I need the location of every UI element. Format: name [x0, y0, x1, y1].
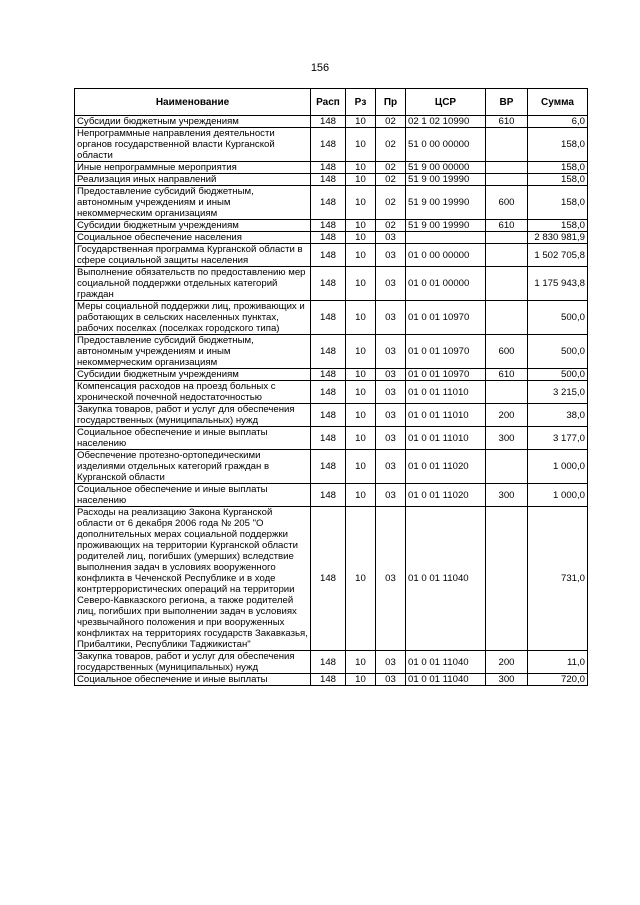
cell-pr: 03 [376, 244, 406, 267]
table-row [75, 232, 588, 244]
column-header-pr: Пр [376, 89, 406, 116]
cell-rasp: 148 [311, 186, 346, 220]
cell-name: Иные непрограммные мероприятия [75, 162, 311, 174]
cell-pr: 03 [376, 427, 406, 450]
cell-rasp: 148 [311, 267, 346, 301]
cell-name: Социальное обеспечение населения [75, 232, 311, 244]
cell-csr: 01 0 00 00000 [406, 244, 486, 267]
cell-rz: 10 [346, 220, 376, 232]
cell-rasp: 148 [311, 381, 346, 404]
table-row [75, 484, 588, 507]
column-header-csr: ЦСР [406, 89, 486, 116]
table-row [75, 128, 588, 162]
cell-sum: 158,0 [528, 220, 588, 232]
table-row [75, 507, 588, 651]
cell-rz: 10 [346, 174, 376, 186]
cell-vr: 610 [486, 369, 528, 381]
cell-pr: 03 [376, 651, 406, 674]
cell-rz: 10 [346, 244, 376, 267]
table-header-row [75, 89, 588, 116]
cell-vr [486, 267, 528, 301]
cell-rz: 10 [346, 162, 376, 174]
cell-csr: 51 9 00 19990 [406, 174, 486, 186]
cell-vr: 300 [486, 484, 528, 507]
cell-vr [486, 162, 528, 174]
cell-name: Закупка товаров, работ и услуг для обеспечения государственных (муниципальных) нужд [75, 651, 311, 674]
cell-name: Непрограммные направления деятельности органов государственной власти Курганской области [75, 128, 311, 162]
cell-csr: 01 0 01 11010 [406, 427, 486, 450]
cell-vr [486, 450, 528, 484]
cell-sum: 1 000,0 [528, 450, 588, 484]
column-header-vr: ВР [486, 89, 528, 116]
cell-name: Субсидии бюджетным учреждениям [75, 116, 311, 128]
cell-name: Выполнение обязательств по предоставлению мер социальной поддержки отдельных категорий граждан [75, 267, 311, 301]
cell-pr: 02 [376, 186, 406, 220]
table-row [75, 450, 588, 484]
cell-name: Реализация иных направлений [75, 174, 311, 186]
cell-csr: 51 0 00 00000 [406, 128, 486, 162]
cell-vr: 300 [486, 427, 528, 450]
cell-vr [486, 232, 528, 244]
cell-csr: 01 0 01 11040 [406, 651, 486, 674]
cell-pr: 03 [376, 301, 406, 335]
cell-rasp: 148 [311, 427, 346, 450]
cell-rz: 10 [346, 381, 376, 404]
cell-rasp: 148 [311, 450, 346, 484]
cell-csr: 01 0 01 11020 [406, 450, 486, 484]
table-row [75, 427, 588, 450]
cell-vr: 300 [486, 674, 528, 686]
cell-sum: 3 177,0 [528, 427, 588, 450]
budget-table [74, 88, 588, 686]
column-header-rz: Рз [346, 89, 376, 116]
cell-pr: 02 [376, 128, 406, 162]
cell-pr: 02 [376, 220, 406, 232]
cell-vr [486, 381, 528, 404]
cell-rasp: 148 [311, 507, 346, 651]
cell-rz: 10 [346, 369, 376, 381]
cell-pr: 03 [376, 369, 406, 381]
cell-name: Государственная программа Курганской области в сфере социальной защиты населения [75, 244, 311, 267]
cell-pr: 03 [376, 450, 406, 484]
cell-rz: 10 [346, 186, 376, 220]
cell-sum: 1 175 943,8 [528, 267, 588, 301]
cell-rz: 10 [346, 427, 376, 450]
cell-pr: 02 [376, 116, 406, 128]
cell-csr [406, 232, 486, 244]
table-row [75, 162, 588, 174]
cell-csr: 01 0 01 11040 [406, 674, 486, 686]
cell-name: Меры социальной поддержки лиц, проживающих и работающих в сельских населенных пунктах, рабочих поселках (поселках городского типа) [75, 301, 311, 335]
cell-csr: 01 0 01 10970 [406, 369, 486, 381]
cell-rasp: 148 [311, 369, 346, 381]
cell-rasp: 148 [311, 404, 346, 427]
cell-pr: 03 [376, 484, 406, 507]
cell-sum: 6,0 [528, 116, 588, 128]
cell-csr: 01 0 01 11040 [406, 507, 486, 651]
table-row [75, 674, 588, 686]
table-row [75, 186, 588, 220]
table-row [75, 369, 588, 381]
cell-name: Субсидии бюджетным учреждениям [75, 369, 311, 381]
cell-pr: 03 [376, 507, 406, 651]
cell-rasp: 148 [311, 162, 346, 174]
cell-rz: 10 [346, 267, 376, 301]
table-row [75, 335, 588, 369]
cell-name: Субсидии бюджетным учреждениям [75, 220, 311, 232]
table-row [75, 301, 588, 335]
cell-rasp: 148 [311, 128, 346, 162]
cell-pr: 02 [376, 174, 406, 186]
cell-sum: 158,0 [528, 128, 588, 162]
cell-name: Социальное обеспечение и иные выплаты населению [75, 427, 311, 450]
table-row [75, 267, 588, 301]
cell-sum: 500,0 [528, 369, 588, 381]
cell-rz: 10 [346, 404, 376, 427]
cell-vr: 610 [486, 116, 528, 128]
cell-pr: 03 [376, 232, 406, 244]
cell-rz: 10 [346, 507, 376, 651]
cell-name: Социальное обеспечение и иные выплаты населению [75, 484, 311, 507]
cell-sum: 3 215,0 [528, 381, 588, 404]
table-row [75, 404, 588, 427]
cell-rasp: 148 [311, 116, 346, 128]
cell-vr [486, 244, 528, 267]
cell-sum: 158,0 [528, 162, 588, 174]
cell-csr: 02 1 02 10990 [406, 116, 486, 128]
cell-sum: 1 000,0 [528, 484, 588, 507]
table-row [75, 381, 588, 404]
table-row [75, 116, 588, 128]
cell-rasp: 148 [311, 220, 346, 232]
cell-csr: 01 0 01 11020 [406, 484, 486, 507]
cell-pr: 03 [376, 674, 406, 686]
column-header-name: Наименование [75, 89, 311, 116]
cell-sum: 11,0 [528, 651, 588, 674]
cell-vr: 600 [486, 186, 528, 220]
cell-sum: 38,0 [528, 404, 588, 427]
cell-rasp: 148 [311, 674, 346, 686]
cell-rasp: 148 [311, 484, 346, 507]
cell-sum: 720,0 [528, 674, 588, 686]
cell-csr: 01 0 01 00000 [406, 267, 486, 301]
cell-csr: 01 0 01 11010 [406, 404, 486, 427]
cell-csr: 01 0 01 11010 [406, 381, 486, 404]
cell-sum: 500,0 [528, 301, 588, 335]
cell-csr: 51 9 00 00000 [406, 162, 486, 174]
cell-csr: 01 0 01 10970 [406, 335, 486, 369]
cell-pr: 03 [376, 335, 406, 369]
cell-csr: 51 9 00 19990 [406, 186, 486, 220]
cell-name: Закупка товаров, работ и услуг для обеспечения государственных (муниципальных) нужд [75, 404, 311, 427]
cell-rasp: 148 [311, 301, 346, 335]
cell-name: Социальное обеспечение и иные выплаты [75, 674, 311, 686]
cell-vr [486, 507, 528, 651]
cell-sum: 1 502 705,8 [528, 244, 588, 267]
cell-sum: 158,0 [528, 174, 588, 186]
cell-rz: 10 [346, 651, 376, 674]
column-header-rasp: Расп [311, 89, 346, 116]
cell-vr: 200 [486, 651, 528, 674]
cell-rasp: 148 [311, 232, 346, 244]
cell-rasp: 148 [311, 174, 346, 186]
cell-sum: 731,0 [528, 507, 588, 651]
cell-vr: 610 [486, 220, 528, 232]
cell-rasp: 148 [311, 335, 346, 369]
cell-name: Расходы на реализацию Закона Курганской области от 6 декабря 2006 года № 205 "О дополнительных мерах социальной поддержки проживающих на территории Курганской области родителей лиц, погибших (умерших) вследствие выполнения задач в условиях вооруженного конфликта в Чеченской Республике и в ходе контртеррористических операций на территории Северо-Кавказского региона, а также родителей лиц, погибших при выполнении задач в условиях чрезвычайного положения и при вооруженных конфликтах на территориях государств Закавказья, Прибалтики, Республики Таджикистан" [75, 507, 311, 651]
cell-name: Обеспечение протезно-ортопедическими изделиями отдельных категорий граждан в Курганской области [75, 450, 311, 484]
cell-vr [486, 301, 528, 335]
cell-sum: 2 830 981,9 [528, 232, 588, 244]
cell-vr [486, 128, 528, 162]
cell-sum: 500,0 [528, 335, 588, 369]
cell-csr: 01 0 01 10970 [406, 301, 486, 335]
cell-pr: 03 [376, 381, 406, 404]
cell-pr: 02 [376, 162, 406, 174]
table-row [75, 244, 588, 267]
cell-rz: 10 [346, 484, 376, 507]
cell-rz: 10 [346, 301, 376, 335]
cell-vr [486, 174, 528, 186]
cell-rasp: 148 [311, 651, 346, 674]
cell-pr: 03 [376, 267, 406, 301]
cell-rz: 10 [346, 116, 376, 128]
cell-rz: 10 [346, 128, 376, 162]
cell-name: Предоставление субсидий бюджетным, автономным учреждениям и иным некоммерческим организациям [75, 335, 311, 369]
table-row [75, 174, 588, 186]
cell-vr: 200 [486, 404, 528, 427]
cell-name: Предоставление субсидий бюджетным, автономным учреждениям и иным некоммерческим организациям [75, 186, 311, 220]
page-number: 156 [310, 62, 330, 74]
cell-sum: 158,0 [528, 186, 588, 220]
cell-csr: 51 9 00 19990 [406, 220, 486, 232]
table-row [75, 651, 588, 674]
cell-rz: 10 [346, 674, 376, 686]
cell-rasp: 148 [311, 244, 346, 267]
cell-rz: 10 [346, 335, 376, 369]
cell-rz: 10 [346, 450, 376, 484]
column-header-sum: Сумма [528, 89, 588, 116]
cell-vr: 600 [486, 335, 528, 369]
cell-rz: 10 [346, 232, 376, 244]
table-row [75, 220, 588, 232]
cell-name: Компенсация расходов на проезд больных с хронической почечной недостаточностью [75, 381, 311, 404]
cell-pr: 03 [376, 404, 406, 427]
